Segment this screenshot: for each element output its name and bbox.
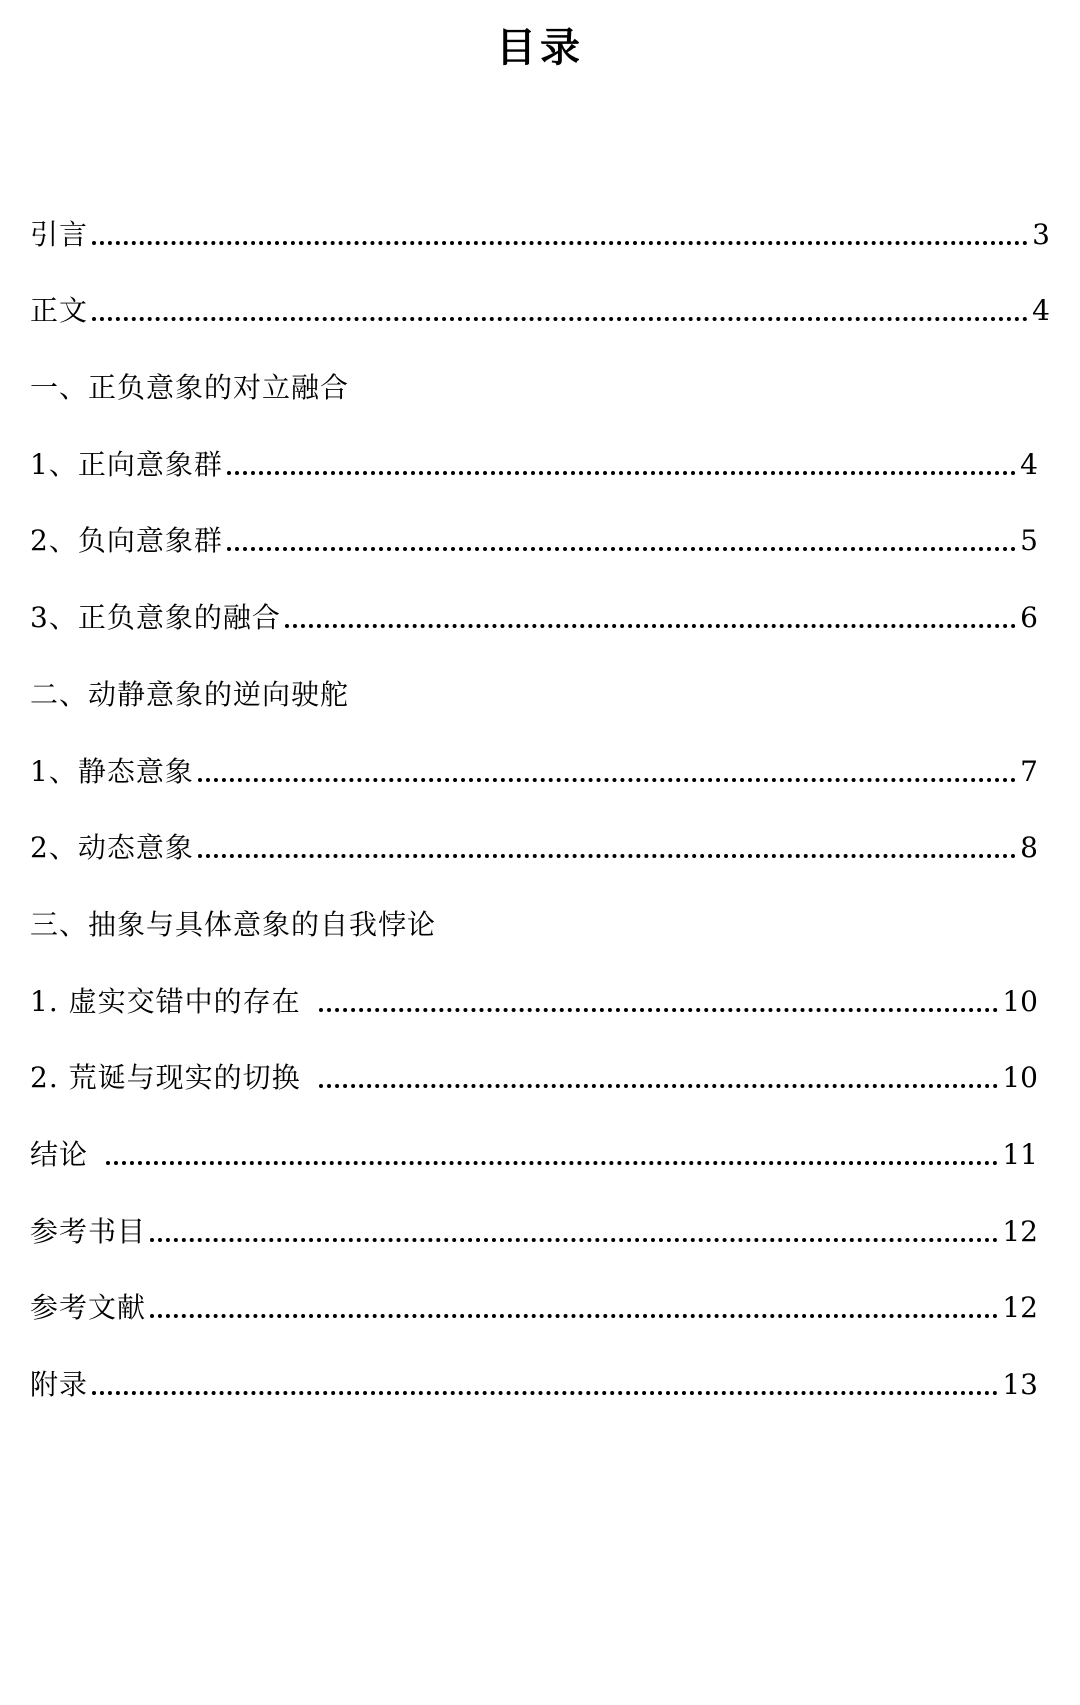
toc-entry-introduction[interactable] xyxy=(30,178,1050,255)
toc-entry-references[interactable] xyxy=(30,1252,1038,1329)
dot-leader xyxy=(150,1238,998,1242)
dot-leader xyxy=(150,1314,998,1318)
toc-entry-1-2[interactable] xyxy=(30,485,1038,562)
toc-entry-label: 参考书目 xyxy=(30,1214,147,1248)
toc-entry-label: 一、正负意象的对立融合 xyxy=(30,371,350,405)
dot-leader xyxy=(92,317,1028,321)
dot-leader xyxy=(227,547,1016,551)
dot-leader xyxy=(319,1084,999,1088)
toc-entry-page: 4 xyxy=(1032,294,1050,328)
dot-leader xyxy=(285,624,1016,628)
toc-entry-page: 7 xyxy=(1020,754,1038,788)
dot-leader xyxy=(227,471,1016,475)
toc-entry-label: 2、负向意象群 xyxy=(30,524,223,558)
dot-leader xyxy=(319,1008,999,1012)
toc-entry-label: 附录 xyxy=(30,1368,89,1401)
toc-entry-label: 3、正负意象的融合 xyxy=(30,601,281,635)
toc-entry-page: 6 xyxy=(1020,601,1038,635)
toc-entry-1-1[interactable] xyxy=(30,408,1038,485)
toc-entry-page: 8 xyxy=(1020,831,1038,865)
dot-leader xyxy=(106,1161,998,1165)
page-title: 目录 xyxy=(496,25,584,71)
toc-entry-page: 10 xyxy=(1002,984,1038,1018)
toc-entry-label: 二、动静意象的逆向驶舵 xyxy=(30,677,350,711)
toc-entry-label: 2、动态意象 xyxy=(30,831,194,865)
dot-leader xyxy=(198,778,1016,782)
toc-entry-2-2[interactable] xyxy=(30,792,1038,869)
toc-entry-label: 三、抽象与具体意象的自我悖论 xyxy=(30,907,437,941)
dot-leader xyxy=(92,1391,998,1395)
toc-entry-2-1[interactable] xyxy=(30,715,1038,792)
toc-entry-page: 3 xyxy=(1032,217,1050,251)
toc-entry-label: 正文 xyxy=(30,294,89,328)
toc-entry-label: 2. 荒诞与现实的切换 xyxy=(30,1061,301,1095)
toc-entry-page: 12 xyxy=(1002,1291,1038,1325)
dot-leader xyxy=(92,241,1028,245)
table-of-contents xyxy=(30,178,1050,1405)
toc-entry-3-1[interactable] xyxy=(30,945,1038,1022)
toc-entry-label: 参考文献 xyxy=(30,1291,147,1325)
toc-section-heading-1[interactable] xyxy=(30,331,1050,408)
toc-section-heading-2[interactable] xyxy=(30,638,1050,715)
toc-entry-appendix[interactable] xyxy=(30,1328,1038,1405)
toc-entry-page: 13 xyxy=(1002,1368,1038,1401)
toc-entry-page: 11 xyxy=(1002,1137,1038,1171)
toc-entry-label: 1. 虚实交错中的存在 xyxy=(30,984,301,1018)
toc-entry-main-text[interactable] xyxy=(30,255,1050,332)
toc-entry-label: 1、静态意象 xyxy=(30,754,194,788)
toc-entry-page: 4 xyxy=(1020,447,1038,481)
toc-entry-page: 5 xyxy=(1020,524,1038,558)
toc-entry-page: 10 xyxy=(1002,1061,1038,1095)
toc-entry-1-3[interactable] xyxy=(30,561,1038,638)
toc-entry-conclusion[interactable] xyxy=(30,1098,1038,1175)
dot-leader xyxy=(198,854,1016,858)
toc-entry-label: 1、正向意象群 xyxy=(30,447,223,481)
toc-entry-page: 12 xyxy=(1002,1214,1038,1248)
toc-entry-label: 引言 xyxy=(30,217,89,251)
toc-entry-3-2[interactable] xyxy=(30,1022,1038,1099)
toc-entry-label: 结论 xyxy=(30,1137,89,1171)
toc-entry-bibliography[interactable] xyxy=(30,1175,1038,1252)
toc-section-heading-3[interactable] xyxy=(30,868,1050,945)
